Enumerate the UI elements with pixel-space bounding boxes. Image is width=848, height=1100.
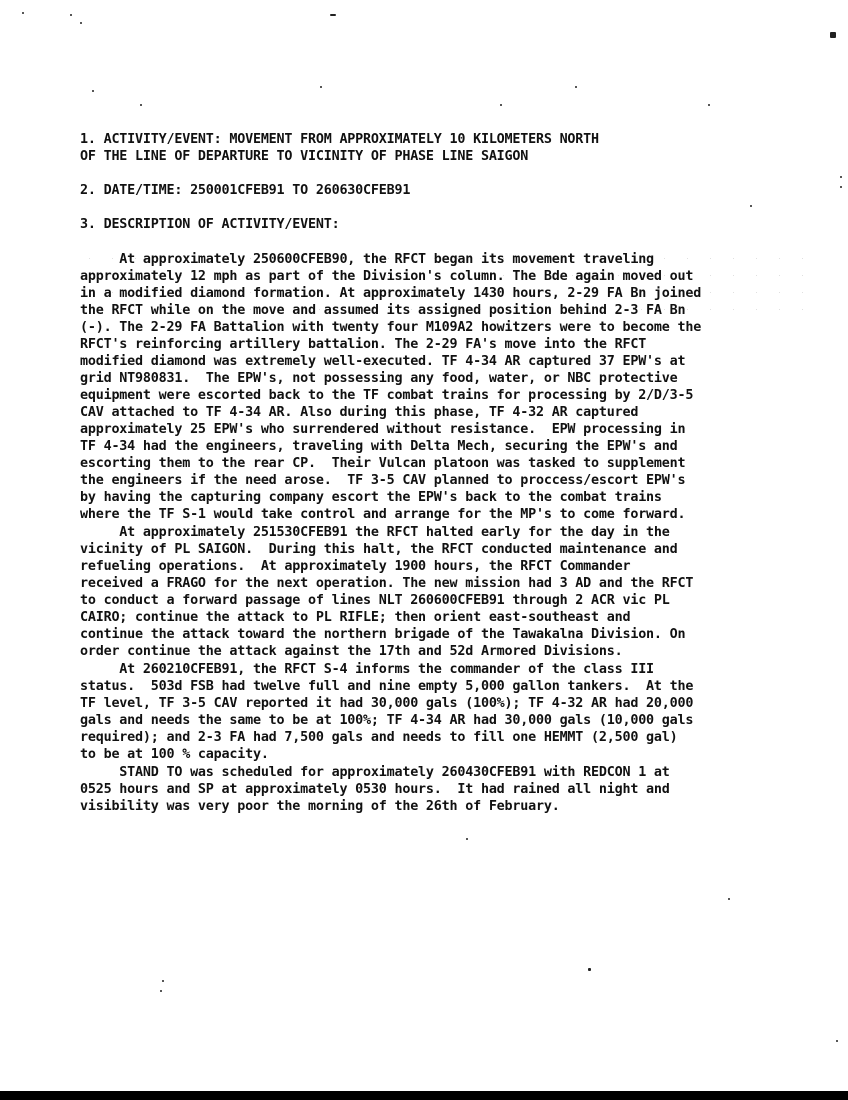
paragraph4-line: visibility was very poor the morning of the 26th of February. — [80, 799, 560, 814]
paragraph1-line: modified diamond was extremely well-executed. TF 4-34 AR captured 37 EPW's at — [80, 354, 686, 369]
scan-speck — [330, 14, 336, 16]
paragraph1-line: escorting them to the rear CP. Their Vulcan platoon was tasked to supplement — [80, 456, 686, 471]
scan-speck — [466, 838, 468, 840]
item1-line1: 1. ACTIVITY/EVENT: MOVEMENT FROM APPROXIMATELY 10 KILOMETERS NORTH — [80, 132, 599, 147]
paragraph1-line: by having the capturing company escort the EPW's back to the combat trains — [80, 490, 662, 505]
scan-speck — [750, 205, 752, 207]
paragraph1-line: At approximately 250600CFEB90, the RFCT began its movement traveling — [80, 252, 654, 267]
scan-speck — [830, 32, 836, 38]
scan-speck — [160, 990, 162, 992]
paragraph1-line: TF 4-34 had the engineers, traveling with Delta Mech, securing the EPW's and — [80, 439, 678, 454]
scan-speck — [320, 86, 322, 88]
paragraph3-line: to be at 100 % capacity. — [80, 747, 269, 762]
scan-speck — [92, 90, 94, 92]
paragraph1-line: approximately 12 mph as part of the Division's column. The Bde again moved out — [80, 269, 694, 284]
paragraph1-line: equipment were escorted back to the TF combat trains for processing by 2/D/3-5 — [80, 388, 694, 403]
paragraph1-line: in a modified diamond formation. At approximately 1430 hours, 2-29 FA Bn joined — [80, 286, 702, 301]
item1-line2: OF THE LINE OF DEPARTURE TO VICINITY OF PHASE LINE SAIGON — [80, 149, 529, 164]
paragraph3-line: gals and needs the same to be at 100%; TF 4-34 AR had 30,000 gals (10,000 gals — [80, 713, 694, 728]
scan-speck — [708, 104, 710, 106]
paragraph1-line: RFCT's reinforcing artillery battalion. The 2-29 FA's move into the RFCT — [80, 337, 647, 352]
paragraph2-line: CAIRO; continue the attack to PL RIFLE; then orient east-southeast and — [80, 610, 631, 625]
scan-speck — [70, 14, 72, 16]
paragraph1-line: the RFCT while on the move and assumed its assigned position behind 2-3 FA Bn — [80, 303, 686, 318]
scan-speck — [588, 968, 591, 971]
item2-date-time: 2. DATE/TIME: 250001CFEB91 TO 260630CFEB91 — [80, 183, 411, 198]
paragraph3-line: required); and 2-3 FA had 7,500 gals and needs to fill one HEMMT (2,500 gal) — [80, 730, 678, 745]
scan-speck — [500, 104, 502, 106]
paragraph2-line: vicinity of PL SAIGON. During this halt, the RFCT conducted maintenance and — [80, 542, 678, 557]
paragraph3-line: status. 503d FSB had twelve full and nine empty 5,000 gallon tankers. At the — [80, 679, 694, 694]
paragraph1-line: (-). The 2-29 FA Battalion with twenty four M109A2 howitzers were to become the — [80, 320, 702, 335]
scan-speck — [140, 104, 142, 106]
paragraph4-line: 0525 hours and SP at approximately 0530 hours. It had rained all night and — [80, 782, 670, 797]
paragraph1-line: the engineers if the need arose. TF 3-5 CAV planned to proccess/escort EPW's — [80, 473, 686, 488]
paragraph2-line: received a FRAGO for the next operation. The new mission had 3 AD and the RFCT — [80, 576, 694, 591]
paragraph3-line: TF level, TF 3-5 CAV reported it had 30,000 gals (100%); TF 4-32 AR had 20,000 — [80, 696, 694, 711]
paragraph4-line: STAND TO was scheduled for approximately 260430CFEB91 with REDCON 1 at — [80, 765, 670, 780]
paragraph2-line: At approximately 251530CFEB91 the RFCT halted early for the day in the — [80, 525, 670, 540]
scan-speck — [162, 980, 164, 982]
paragraph1-line: approximately 25 EPW's who surrendered without resistance. EPW processing in — [80, 422, 686, 437]
paragraph1-line: grid NT980831. The EPW's, not possessing any food, water, or NBC protective — [80, 371, 678, 386]
paragraph1-line: where the TF S-1 would take control and arrange for the MP's to come forward. — [80, 507, 686, 522]
scan-speck — [22, 12, 24, 14]
paragraph2-line: order continue the attack against the 17th and 52d Armored Divisions. — [80, 644, 623, 659]
scan-speck — [575, 86, 577, 88]
paragraph1-line: CAV attached to TF 4-34 AR. Also during this phase, TF 4-32 AR captured — [80, 405, 639, 420]
scan-speck — [836, 1040, 838, 1042]
paragraph2-line: continue the attack toward the northern brigade of the Tawakalna Division. On — [80, 627, 686, 642]
scan-speck — [80, 22, 82, 24]
scan-speck — [840, 186, 842, 188]
scan-bottom-edge — [0, 1091, 848, 1100]
scan-speck — [840, 176, 842, 178]
paragraph2-line: refueling operations. At approximately 1900 hours, the RFCT Commander — [80, 559, 631, 574]
paragraph3-line: At 260210CFEB91, the RFCT S-4 informs the commander of the class III — [80, 662, 654, 677]
item3-heading: 3. DESCRIPTION OF ACTIVITY/EVENT: — [80, 217, 340, 232]
paragraph2-line: to conduct a forward passage of lines NLT 260600CFEB91 through 2 ACR vic PL — [80, 593, 670, 608]
scan-speck — [728, 898, 730, 900]
